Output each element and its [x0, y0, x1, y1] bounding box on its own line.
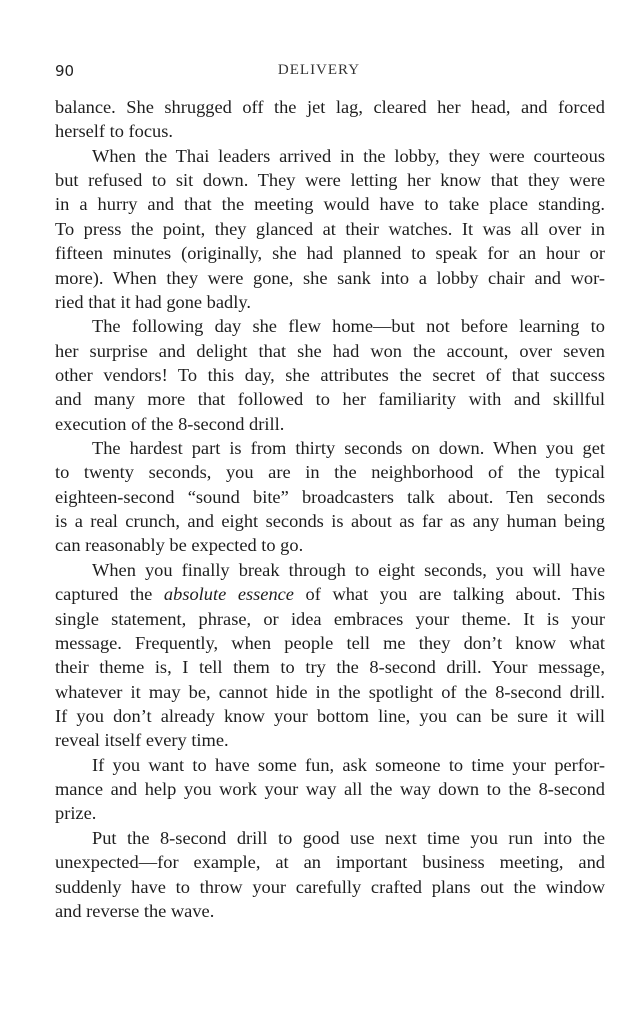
paragraph [55, 826, 605, 923]
text-line: is a real crunch, and eight seconds is about as far as any human being [55, 511, 605, 532]
paragraph [55, 753, 605, 826]
text-segment: of what you are talking about. This [293, 584, 605, 605]
text-line: their theme is, I tell them to try the 8-second drill. Your message, [55, 657, 605, 678]
text-line: mance and help you work your way all the way down to the 8-second [55, 779, 605, 800]
body-text [55, 95, 605, 923]
text-line: whatever it may be, cannot hide in the spotlight of the 8-second drill. [55, 681, 605, 702]
text-line: unexpected—for example, at an important business meeting, and [55, 852, 605, 873]
text-segment: captured the [55, 584, 164, 605]
text-line: eighteen-second “sound bite” broadcasters talk about. Ten seconds [55, 486, 605, 507]
paragraph [55, 314, 605, 436]
text-line: The following day she flew home—but not before learning to [92, 316, 605, 337]
text-line: execution of the 8-second drill. [55, 413, 285, 434]
text-line: more). When they were gone, she sank into a lobby chair and wor- [55, 267, 605, 288]
text-line: If you don’t already know your bottom line, you can be sure it will [55, 705, 605, 726]
paragraph [55, 436, 605, 558]
paragraph [55, 95, 605, 144]
text-line: ried that it had gone badly. [55, 291, 251, 312]
page-number: 90 [55, 62, 75, 80]
text-line: to twenty seconds, you are in the neighborhood of the typical [55, 462, 605, 483]
text-line: When you finally break through to eight seconds, you will have [92, 559, 605, 580]
text-line: and reverse the wave. [55, 900, 215, 921]
text-line: in a hurry and that the meeting would have to take place standing. [55, 194, 605, 215]
text-line: her surprise and delight that she had won the account, over seven [55, 340, 605, 361]
text-line: and many more that followed to her familiarity with and skillful [55, 389, 605, 410]
text-line: If you want to have some fun, ask someone to time your perfor- [92, 754, 605, 775]
italic-emphasis: absolute essence [163, 584, 294, 605]
text-line: message. Frequently, when people tell me they don’t know what [55, 632, 605, 653]
text-line: reveal itself every time. [55, 730, 229, 751]
text-line: single statement, phrase, or idea embraces your theme. It is your [55, 608, 605, 629]
text-line: but refused to sit down. They were letting her know that they were [55, 170, 605, 191]
text-line: can reasonably be expected to go. [55, 535, 304, 556]
text-line [55, 582, 605, 606]
text-line: The hardest part is from thirty seconds on down. When you get [92, 438, 605, 459]
text-line: suddenly have to throw your carefully crafted plans out the window [55, 876, 605, 897]
paragraph [55, 144, 605, 315]
text-line: other vendors! To this day, she attributes the secret of that success [55, 364, 605, 385]
text-line: To press the point, they glanced at their watches. It was all over in [55, 218, 605, 239]
text-line: Put the 8-second drill to good use next time you run into the [92, 827, 605, 848]
text-line: balance. She shrugged off the jet lag, cleared her head, and forced [55, 97, 605, 117]
text-line: When the Thai leaders arrived in the lobby, they were courteous [92, 145, 605, 166]
text-line: herself to focus. [55, 121, 173, 142]
paragraph [55, 558, 605, 753]
text-line: fifteen minutes (originally, she had planned to speak for an hour or [55, 243, 605, 264]
running-title: DELIVERY [277, 62, 361, 78]
text-line: prize. [55, 803, 97, 824]
